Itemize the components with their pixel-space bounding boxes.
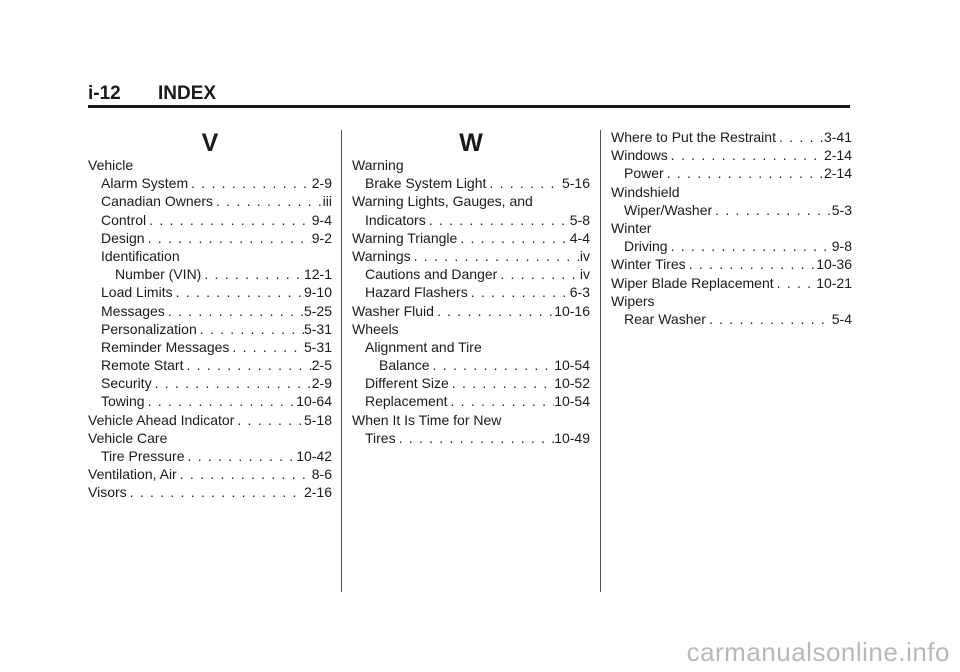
entry-text: Vehicle Ahead Indicator — [88, 411, 235, 428]
index-entry — [611, 237, 852, 255]
entry-text: Identification — [101, 247, 180, 264]
section-letter: V — [201, 129, 219, 157]
page-reference: 10-54 — [554, 357, 590, 374]
dot-leader — [776, 128, 824, 146]
entry-text: Load Limits — [101, 284, 173, 301]
page-reference: 2-9 — [311, 375, 332, 392]
entry-text: Brake System Light — [365, 175, 487, 192]
entry-text: Tire Pressure — [101, 448, 185, 464]
page-reference: 6-3 — [569, 284, 590, 301]
page-reference: 2-14 — [823, 165, 852, 182]
column-divider — [600, 130, 601, 592]
index-column — [352, 129, 590, 447]
index-entry — [88, 483, 332, 501]
entry-text: Wiper/Washer — [624, 201, 713, 218]
entry-text: Washer Fluid — [352, 302, 434, 319]
entry-text: Warning Triangle — [352, 229, 458, 246]
entry-text: Warning Lights, Gauges, and — [352, 193, 533, 210]
entry-text: Wiper Blade Replacement — [611, 274, 774, 291]
index-entry — [88, 174, 332, 192]
page-reference: 9-8 — [831, 238, 852, 255]
index-entry — [352, 374, 590, 392]
index-entry — [611, 201, 852, 219]
entry-text: Balance — [379, 357, 430, 374]
page-reference: 5-31 — [303, 320, 332, 337]
dot-leader — [145, 229, 312, 247]
entry-list — [352, 156, 590, 447]
entry-text: Replacement — [365, 393, 448, 410]
column-divider — [341, 130, 342, 592]
index-entry — [88, 447, 332, 465]
page-reference: 5-18 — [303, 411, 332, 428]
entry-list — [611, 128, 852, 328]
index-entry — [88, 429, 332, 447]
dot-leader — [706, 310, 832, 328]
dot-leader — [127, 483, 304, 501]
page-reference: 2-9 — [311, 175, 332, 192]
page-reference: 5-16 — [561, 175, 590, 192]
index-entry — [88, 192, 332, 210]
index-entry — [611, 219, 852, 237]
page-reference: 9-4 — [311, 211, 332, 228]
dot-leader — [497, 265, 580, 283]
index-entry — [352, 411, 590, 429]
header-rule — [88, 105, 850, 108]
page-reference: 10-16 — [554, 302, 590, 319]
page-reference: 10-64 — [296, 393, 332, 410]
entry-text: Canadian Owners — [101, 193, 214, 210]
index-entry — [352, 392, 590, 410]
entry-text: Indicators — [365, 211, 426, 228]
entry-text: Tires — [365, 429, 396, 446]
dot-leader — [201, 265, 304, 283]
entry-text: When It Is Time for New — [352, 411, 502, 428]
dot-leader — [234, 411, 304, 429]
entry-text: Hazard Flashers — [365, 284, 468, 301]
entry-text: Wipers — [611, 292, 655, 309]
entry-text: Warnings — [352, 247, 411, 264]
index-entry — [88, 392, 332, 410]
index-entry — [611, 128, 852, 146]
index-entry — [352, 174, 590, 192]
index-entry — [88, 283, 332, 301]
page-reference: 10-42 — [296, 448, 332, 464]
entry-text: Alarm System — [101, 175, 189, 192]
dot-leader — [449, 374, 554, 392]
entry-text: Towing — [101, 393, 145, 410]
page-reference: 10-52 — [554, 375, 590, 392]
index-entry — [88, 411, 332, 429]
index-entry — [88, 356, 332, 374]
page-reference: 5-8 — [569, 211, 590, 228]
index-entry — [352, 247, 590, 265]
dot-leader — [188, 174, 312, 192]
entry-text: Control — [101, 211, 147, 228]
page-reference: 9-10 — [303, 284, 332, 301]
page-reference: 8-6 — [311, 466, 332, 483]
page-reference: 5-3 — [831, 201, 852, 218]
dot-leader — [396, 429, 555, 447]
index-entry — [352, 265, 590, 283]
index-entry — [88, 265, 332, 283]
index-entry — [88, 374, 332, 392]
index-entry — [611, 146, 852, 164]
index-column — [611, 128, 852, 328]
page-reference: 4-4 — [569, 229, 590, 246]
entry-text: Security — [101, 375, 152, 392]
dot-leader — [177, 465, 312, 483]
entry-text: Warning — [352, 157, 404, 173]
entry-text: Personalization — [101, 320, 197, 337]
dot-leader — [668, 146, 824, 164]
dot-leader — [486, 174, 562, 192]
index-entry — [88, 247, 332, 265]
index-entry — [352, 229, 590, 247]
index-entry — [88, 465, 332, 483]
page-reference: 2-14 — [823, 147, 852, 164]
dot-leader — [411, 247, 580, 265]
page-number: i-12 — [88, 83, 121, 104]
index-entry — [88, 338, 332, 356]
page-header — [88, 82, 850, 106]
page-reference: 5-25 — [303, 302, 332, 319]
entry-text: Number (VIN) — [115, 266, 202, 283]
entry-text: Winter — [611, 219, 652, 236]
page-reference: 5-4 — [831, 310, 852, 327]
index-entry — [611, 310, 852, 328]
dot-leader — [197, 320, 304, 338]
index-entry — [611, 255, 852, 273]
dot-leader — [185, 447, 297, 465]
section-letter: W — [459, 129, 483, 157]
entry-text: Winter Tires — [611, 256, 686, 273]
index-entry — [352, 320, 590, 338]
watermark: carmanualsonline.info — [686, 637, 950, 667]
entry-text: Alignment and Tire — [365, 338, 482, 355]
index-entry — [88, 302, 332, 320]
index-entry — [88, 229, 332, 247]
dot-leader — [457, 229, 569, 247]
dot-leader — [152, 374, 312, 392]
entry-text: Windows — [611, 147, 668, 164]
page-reference: 2-16 — [303, 484, 332, 501]
page-reference: 9-2 — [311, 229, 332, 246]
dot-leader — [146, 211, 312, 229]
entry-text: Power — [624, 165, 664, 182]
page-reference: 10-54 — [554, 393, 590, 410]
dot-leader — [426, 211, 570, 229]
dot-leader — [468, 283, 570, 301]
entry-text: Wheels — [352, 320, 399, 337]
page-reference: 2-5 — [311, 357, 332, 374]
entry-text: Vehicle Care — [88, 429, 168, 446]
index-entry — [352, 338, 590, 356]
page-reference: iv — [579, 266, 590, 283]
page-reference: iv — [579, 247, 590, 264]
entry-text: Vehicle — [88, 157, 134, 173]
page-reference: 12-1 — [303, 266, 332, 283]
index-column — [88, 129, 332, 502]
page-reference: 10-36 — [816, 256, 852, 273]
page-reference: 3-41 — [823, 129, 852, 145]
page-reference: 10-49 — [554, 429, 590, 446]
index-entry — [352, 283, 590, 301]
index-entry — [88, 320, 332, 338]
dot-leader — [448, 392, 555, 410]
index-entry — [611, 292, 852, 310]
entry-text: Different Size — [365, 375, 449, 392]
entry-text: Visors — [88, 484, 127, 501]
entry-text: Remote Start — [101, 357, 184, 374]
dot-leader — [712, 201, 832, 219]
dot-leader — [213, 192, 323, 210]
entry-text: Ventilation, Air — [88, 466, 177, 483]
dot-leader — [664, 164, 824, 182]
dot-leader — [165, 302, 304, 320]
entry-text: Design — [101, 229, 145, 246]
entry-text: Cautions and Danger — [365, 266, 498, 283]
index-entry — [88, 211, 332, 229]
dot-leader — [774, 274, 817, 292]
index-entry — [611, 183, 852, 201]
dot-leader — [686, 255, 817, 273]
dot-leader — [430, 356, 555, 374]
index-entry — [88, 156, 332, 174]
page-reference: 5-31 — [303, 338, 332, 355]
page-reference: 10-21 — [816, 274, 852, 291]
index-entry — [352, 356, 590, 374]
entry-text: Where to Put the Restraint — [611, 129, 776, 145]
index-entry — [352, 211, 590, 229]
dot-leader — [145, 392, 297, 410]
entry-list — [88, 156, 332, 502]
dot-leader — [434, 302, 554, 320]
index-entry — [611, 164, 852, 182]
entry-text: Windshield — [611, 183, 680, 200]
entry-text: Reminder Messages — [101, 338, 230, 355]
page-title: INDEX — [158, 83, 217, 104]
entry-text: Messages — [101, 302, 165, 319]
dot-leader — [183, 356, 311, 374]
entry-text: Driving — [624, 238, 668, 255]
index-entry — [611, 274, 852, 292]
entry-text: Rear Washer — [624, 310, 706, 327]
index-entry — [352, 192, 590, 210]
index-entry — [352, 156, 590, 174]
dot-leader — [173, 283, 304, 301]
dot-leader — [668, 237, 832, 255]
index-entry — [352, 429, 590, 447]
dot-leader — [229, 338, 304, 356]
index-entry — [352, 302, 590, 320]
page-reference: iii — [322, 193, 332, 210]
